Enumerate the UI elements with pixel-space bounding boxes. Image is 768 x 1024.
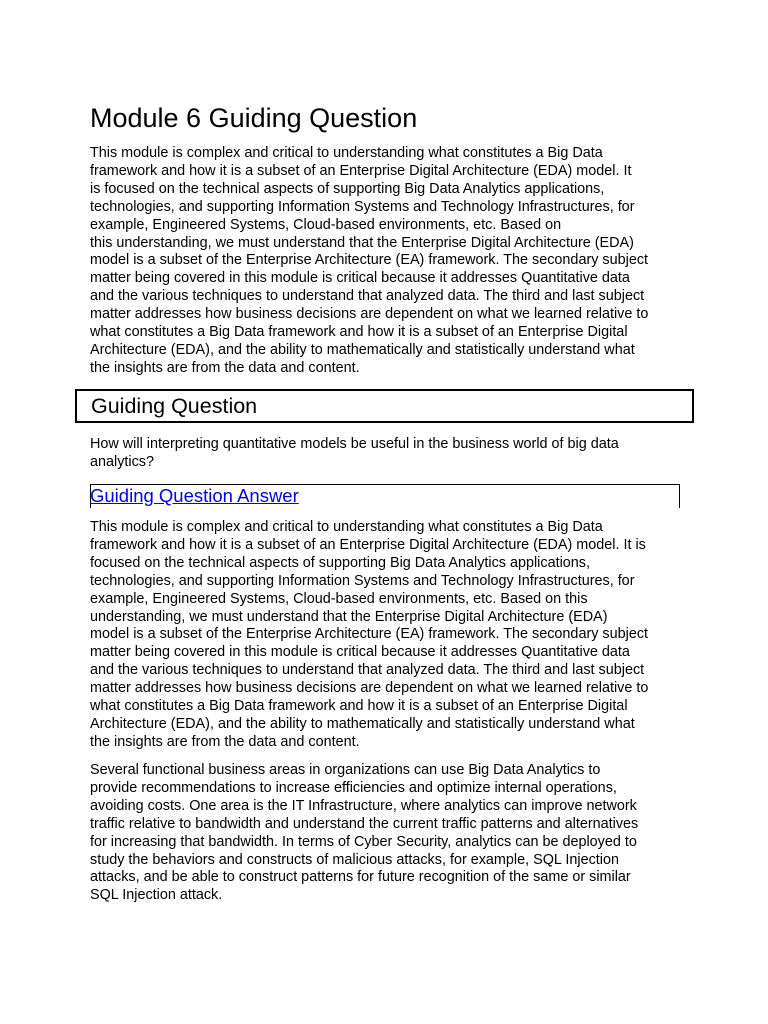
- text-line: Several functional business areas in organizations can use Big Data Analytics to: [90, 762, 601, 778]
- text-line: traffic relative to bandwidth and understand the current traffic patterns and alternatives: [90, 815, 639, 832]
- text-line: matter addresses how business decisions are dependent on what we learned relative to: [90, 680, 649, 697]
- text-line: matter being covered in this module is critical because it addresses Quantitative data: [90, 644, 630, 661]
- functional-areas-paragraph: [90, 762, 690, 905]
- text-line: focused on the technical aspects of supporting Big Data Analytics applications,: [90, 554, 590, 571]
- text-line: and the various techniques to understand that analyzed data. The third and last subject: [90, 288, 645, 305]
- text-line: the insights are from the data and content.: [90, 359, 360, 376]
- text-line: framework and how it is a subset of an Enterprise Digital Architecture (EDA) model. It is: [90, 536, 646, 553]
- text-line: model is a subset of the Enterprise Architecture (EA) framework. The secondary subject: [90, 252, 649, 269]
- text-line: understanding, we must understand that the Enterprise Digital Architecture (EDA): [90, 608, 608, 625]
- text-line: example, Engineered Systems, Cloud-based environments, etc. Based on this: [90, 590, 588, 607]
- guiding-question-box: [75, 389, 694, 423]
- intro-paragraph: [90, 145, 690, 378]
- text-line: this understanding, we must understand that the Enterprise Digital Architecture (EDA): [90, 234, 634, 251]
- text-line: and the various techniques to understand that analyzed data. The third and last subject: [90, 662, 645, 679]
- text-line: is focused on the technical aspects of supporting Big Data Analytics applications,: [90, 180, 605, 197]
- text-line: analytics?: [90, 453, 154, 470]
- text-line: SQL Injection attack.: [90, 887, 223, 904]
- text-line: example, Engineered Systems, Cloud-based environments, etc. Based on: [90, 216, 562, 233]
- text-line: matter addresses how business decisions are dependent on what we learned relative to: [90, 306, 649, 323]
- text-line: attacks, and be able to construct patterns for future recognition of the same or similar: [90, 869, 631, 886]
- text-line: This module is complex and critical to understanding what constitutes a Big Data: [90, 145, 603, 161]
- text-line: what constitutes a Big Data framework and how it is a subset of an Enterprise Digital: [90, 324, 628, 341]
- text-line: model is a subset of the Enterprise Architecture (EA) framework. The secondary subject: [90, 626, 649, 643]
- text-line: Architecture (EDA), and the ability to mathematically and statistically understand what: [90, 341, 635, 358]
- text-line: study the behaviors and constructs of malicious attacks, for example, SQL Injection: [90, 851, 619, 868]
- text-line: what constitutes a Big Data framework and how it is a subset of an Enterprise Digital: [90, 698, 628, 715]
- text-line: avoiding costs. One area is the IT Infrastructure, where analytics can improve network: [90, 797, 637, 814]
- text-line: framework and how it is a subset of an Enterprise Digital Architecture (EDA) model. It: [90, 162, 632, 179]
- text-line: provide recommendations to increase efficiencies and optimize internal operations,: [90, 779, 617, 796]
- text-line: technologies, and supporting Information Systems and Technology Infrastructures, for: [90, 572, 635, 589]
- text-line: matter being covered in this module is critical because it addresses Quantitative data: [90, 270, 630, 287]
- guiding-question-answer-link[interactable]: Guiding Question Answer: [90, 485, 299, 506]
- guiding-question-text: [90, 436, 690, 472]
- guiding-question-heading: Guiding Question: [91, 394, 258, 418]
- text-line: How will interpreting quantitative models be useful in the business world of big data: [90, 436, 619, 452]
- text-line: Architecture (EDA), and the ability to mathematically and statistically understand what: [90, 715, 635, 732]
- answer-paragraph: [90, 519, 690, 752]
- text-line: technologies, and supporting Information Systems and Technology Infrastructures, for: [90, 198, 635, 215]
- text-line: the insights are from the data and content.: [90, 733, 360, 750]
- text-line: This module is complex and critical to understanding what constitutes a Big Data: [90, 519, 603, 535]
- page-title: Module 6 Guiding Question: [90, 103, 418, 133]
- text-line: for increasing that bandwidth. In terms of Cyber Security, analytics can be deployed to: [90, 833, 637, 850]
